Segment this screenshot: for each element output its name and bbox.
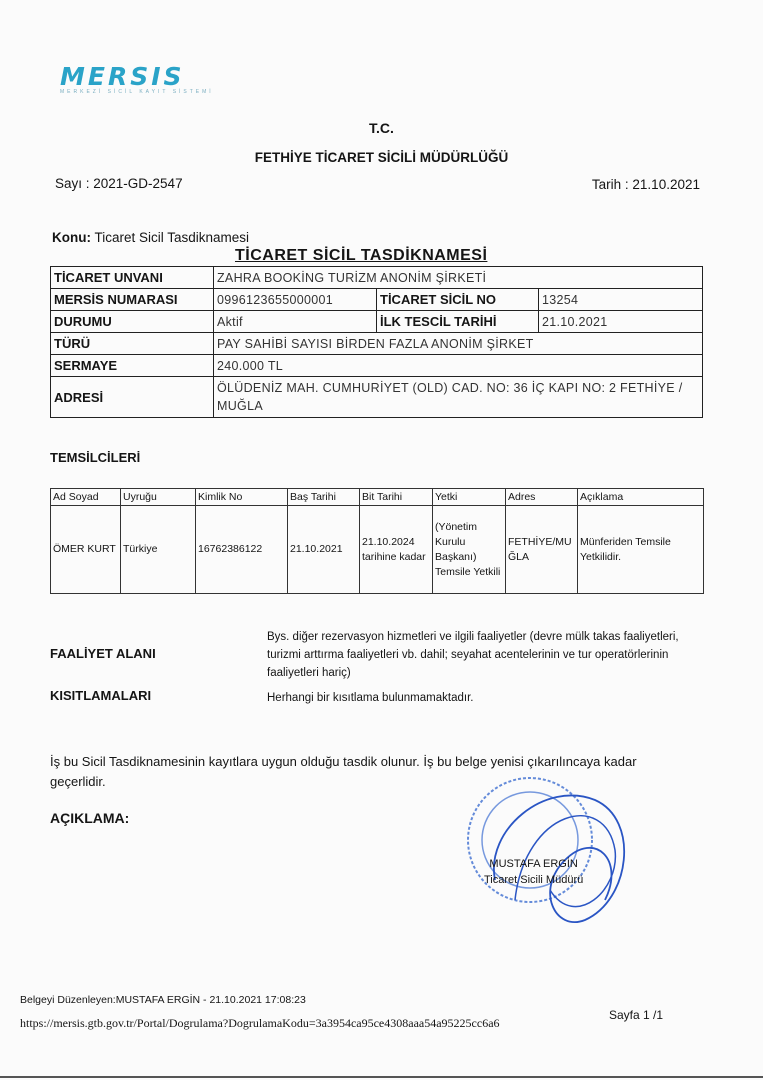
cell-address: FETHİYE/MUĞLA (506, 506, 578, 594)
sermaye-value: 240.000 TL (214, 355, 703, 377)
restrictions-label: KISITLAMALARI (50, 688, 152, 703)
unvan-label: TİCARET UNVANI (51, 267, 214, 289)
unvan-value: ZAHRA BOOKİNG TURİZM ANONİM ŞİRKETİ (214, 267, 703, 289)
signer-title: Ticaret Sicili Müdürü (484, 874, 584, 886)
representatives-heading: TEMSİLCİLERİ (50, 450, 141, 465)
mersis-label: MERSİS NUMARASI (51, 289, 214, 311)
mersis-logo (60, 62, 214, 95)
certification-paragraph: İş bu Sicil Tasdiknamesinin kayıtlara uygun olduğu tasdik olunur. İş bu belge yenisi çıkarılıncaya kadar geçerlidir. (50, 754, 637, 789)
official-stamp-icon (455, 770, 655, 940)
mersis-value: 0996123655000001 (214, 289, 377, 311)
signer-name: MUSTAFA ERGİN (489, 858, 578, 870)
cell-end: 21.10.2024 tarihine kadar (360, 506, 433, 594)
registry-info-table (50, 266, 703, 418)
verification-url[interactable]: https://mersis.gtb.gov.tr/Portal/Dogrulama?DogrulamaKodu=3a3954ca95ce4308aaa54a95225cc6a6 (20, 1016, 500, 1030)
cell-start: 21.10.2021 (288, 506, 360, 594)
table-row (51, 311, 703, 333)
sermaye-label: SERMAYE (51, 355, 214, 377)
subject (52, 230, 249, 245)
sicil-value: 13254 (539, 289, 703, 311)
issuer-line: Belgeyi Düzenleyen:MUSTAFA ERGİN - 21.10.2021 17:08:23 (20, 994, 306, 1006)
durum-label: DURUMU (51, 311, 214, 333)
signature-block (484, 856, 583, 888)
cell-nationality: Türkiye (121, 506, 196, 594)
col-header: Baş Tarihi (288, 489, 360, 506)
page-number: Sayfa 1 /1 (609, 1008, 664, 1022)
subject-value: Ticaret Sicil Tasdiknamesi (94, 230, 250, 245)
col-header: Uyruğu (121, 489, 196, 506)
subject-label: Konu: (52, 230, 91, 245)
table-row (51, 333, 703, 355)
col-header: Kimlik No (196, 489, 288, 506)
cell-authority: (Yönetim Kurulu Başkanı) Temsile Yetkili (433, 506, 506, 594)
notes-heading: AÇIKLAMA: (50, 810, 130, 826)
restrictions-text: Herhangi bir kısıtlama bulunmamaktadır. (267, 692, 474, 704)
logo-text: MERSIS (60, 62, 185, 91)
sicil-label: TİCARET SİCİL NO (377, 289, 539, 311)
adres-label: ADRESİ (51, 377, 214, 418)
bottom-divider (0, 1076, 763, 1078)
col-header: Ad Soyad (51, 489, 121, 506)
header-office: FETHİYE TİCARET SİCİLİ MÜDÜRLÜĞÜ (254, 150, 509, 165)
tescil-label: İLK TESCİL TARİHİ (377, 311, 539, 333)
col-header: Bit Tarihi (360, 489, 433, 506)
document-date: Tarih : 21.10.2021 (591, 177, 700, 192)
turu-value: PAY SAHİBİ SAYISI BİRDEN FAZLA ANONİM ŞİRKET (214, 333, 703, 355)
turu-label: TÜRÜ (51, 333, 214, 355)
adres-value: ÖLÜDENİZ MAH. CUMHURİYET (OLD) CAD. NO: 36 İÇ KAPI NO: 2 FETHİYE / MUĞLA (214, 377, 703, 418)
durum-value: Aktif (214, 311, 377, 333)
table-row (51, 506, 704, 594)
table-row (51, 289, 703, 311)
representatives-table (50, 488, 704, 594)
table-row (51, 355, 703, 377)
table-row (51, 377, 703, 418)
cell-description: Münferiden Temsile Yetkilidir. (578, 506, 704, 594)
tescil-value: 21.10.2021 (539, 311, 703, 333)
logo-subtitle: MERKEZİ SİCİL KAYIT SİSTEMİ (60, 89, 214, 95)
col-header: Yetki (433, 489, 506, 506)
table-row (51, 267, 703, 289)
col-header: Adres (506, 489, 578, 506)
document-number: Sayı : 2021-GD-2547 (55, 176, 183, 191)
activity-label: FAALİYET ALANI (50, 646, 156, 661)
document-title: TİCARET SİCİL TASDİKNAMESİ (235, 247, 488, 264)
cell-id: 16762386122 (196, 506, 288, 594)
col-header: Açıklama (578, 489, 704, 506)
activity-text: Bys. diğer rezervasyon hizmetleri ve ilgili faaliyetler (devre mülk takas faaliyetleri, turizmi arttırma faaliyetleri vb. dahil; seyahat acentelerinin ve tur operatörlerinin faaliyetleri hariç) (267, 631, 679, 679)
cell-name: ÖMER KURT (51, 506, 121, 594)
header-country: T.C. (369, 120, 394, 136)
table-header-row (51, 489, 704, 506)
